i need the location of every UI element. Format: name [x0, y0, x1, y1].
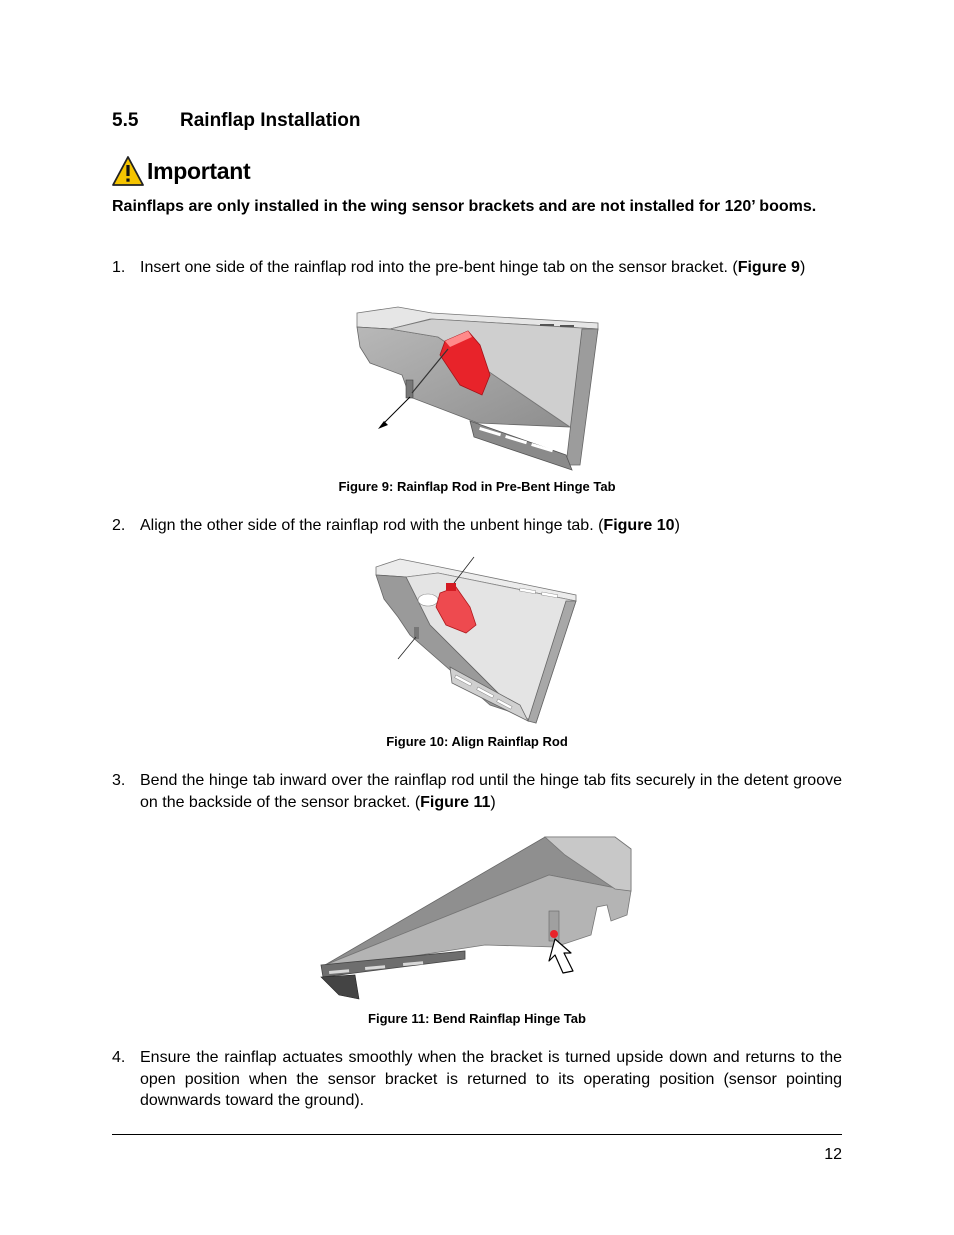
figure-reference: Figure 9	[737, 259, 800, 276]
step-number: 1.	[112, 259, 126, 276]
important-notice	[112, 156, 250, 186]
important-label: Important	[147, 157, 251, 184]
step-number: 4.	[112, 1049, 126, 1066]
step-text-suffix: )	[799, 259, 806, 276]
step-number: 3.	[112, 772, 126, 789]
step-3	[112, 770, 842, 813]
step-text-body: Bend the hinge tab inward over the rainflap rod until the hinge tab fits securely in the detent groove on the backside of the sensor bracket. (	[140, 772, 842, 811]
step-1	[112, 257, 842, 279]
figure-9-caption: Figure 9: Rainflap Rod in Pre-Bent Hinge Tab	[338, 479, 616, 494]
figure-10-image	[370, 555, 585, 730]
step-text-body: Align the other side of the rainflap rod with the unbent hinge tab. (	[140, 517, 604, 534]
section-heading	[112, 110, 361, 132]
section-title: Rainflap Installation	[180, 110, 361, 131]
step-number: 2.	[112, 517, 126, 534]
step-text-suffix: )	[674, 517, 680, 534]
step-text	[140, 770, 842, 813]
figure-10-caption: Figure 10: Align Rainflap Rod	[386, 734, 568, 749]
step-2	[112, 515, 842, 537]
figure-reference: Figure 11	[420, 793, 491, 811]
figure-11-caption: Figure 11: Bend Rainflap Hinge Tab	[368, 1011, 586, 1026]
page-number: 12	[824, 1146, 842, 1163]
step-text: Ensure the rainflap actuates smoothly when the bracket is turned upside down and returns to the open position when the sensor bracket is returned to its operating position (sensor pointing downwards toward the ground).	[140, 1049, 842, 1109]
step-text-suffix: )	[490, 793, 496, 811]
figure-11-image	[315, 835, 640, 1005]
important-text: Rainflaps are only installed in the wing sensor brackets and are not installed for 120’ booms.	[112, 198, 817, 215]
section-number: 5.5	[112, 110, 139, 131]
step-text	[140, 515, 842, 537]
step-text-body: Insert one side of the rainflap rod into the pre-bent hinge tab on the sensor bracket. (	[140, 259, 738, 276]
warning-triangle-icon	[112, 156, 144, 186]
figure-reference: Figure 10	[603, 517, 675, 534]
step-4	[112, 1047, 842, 1112]
footer-divider	[112, 1134, 842, 1135]
figure-9-image	[340, 305, 615, 475]
step-text	[140, 257, 842, 279]
